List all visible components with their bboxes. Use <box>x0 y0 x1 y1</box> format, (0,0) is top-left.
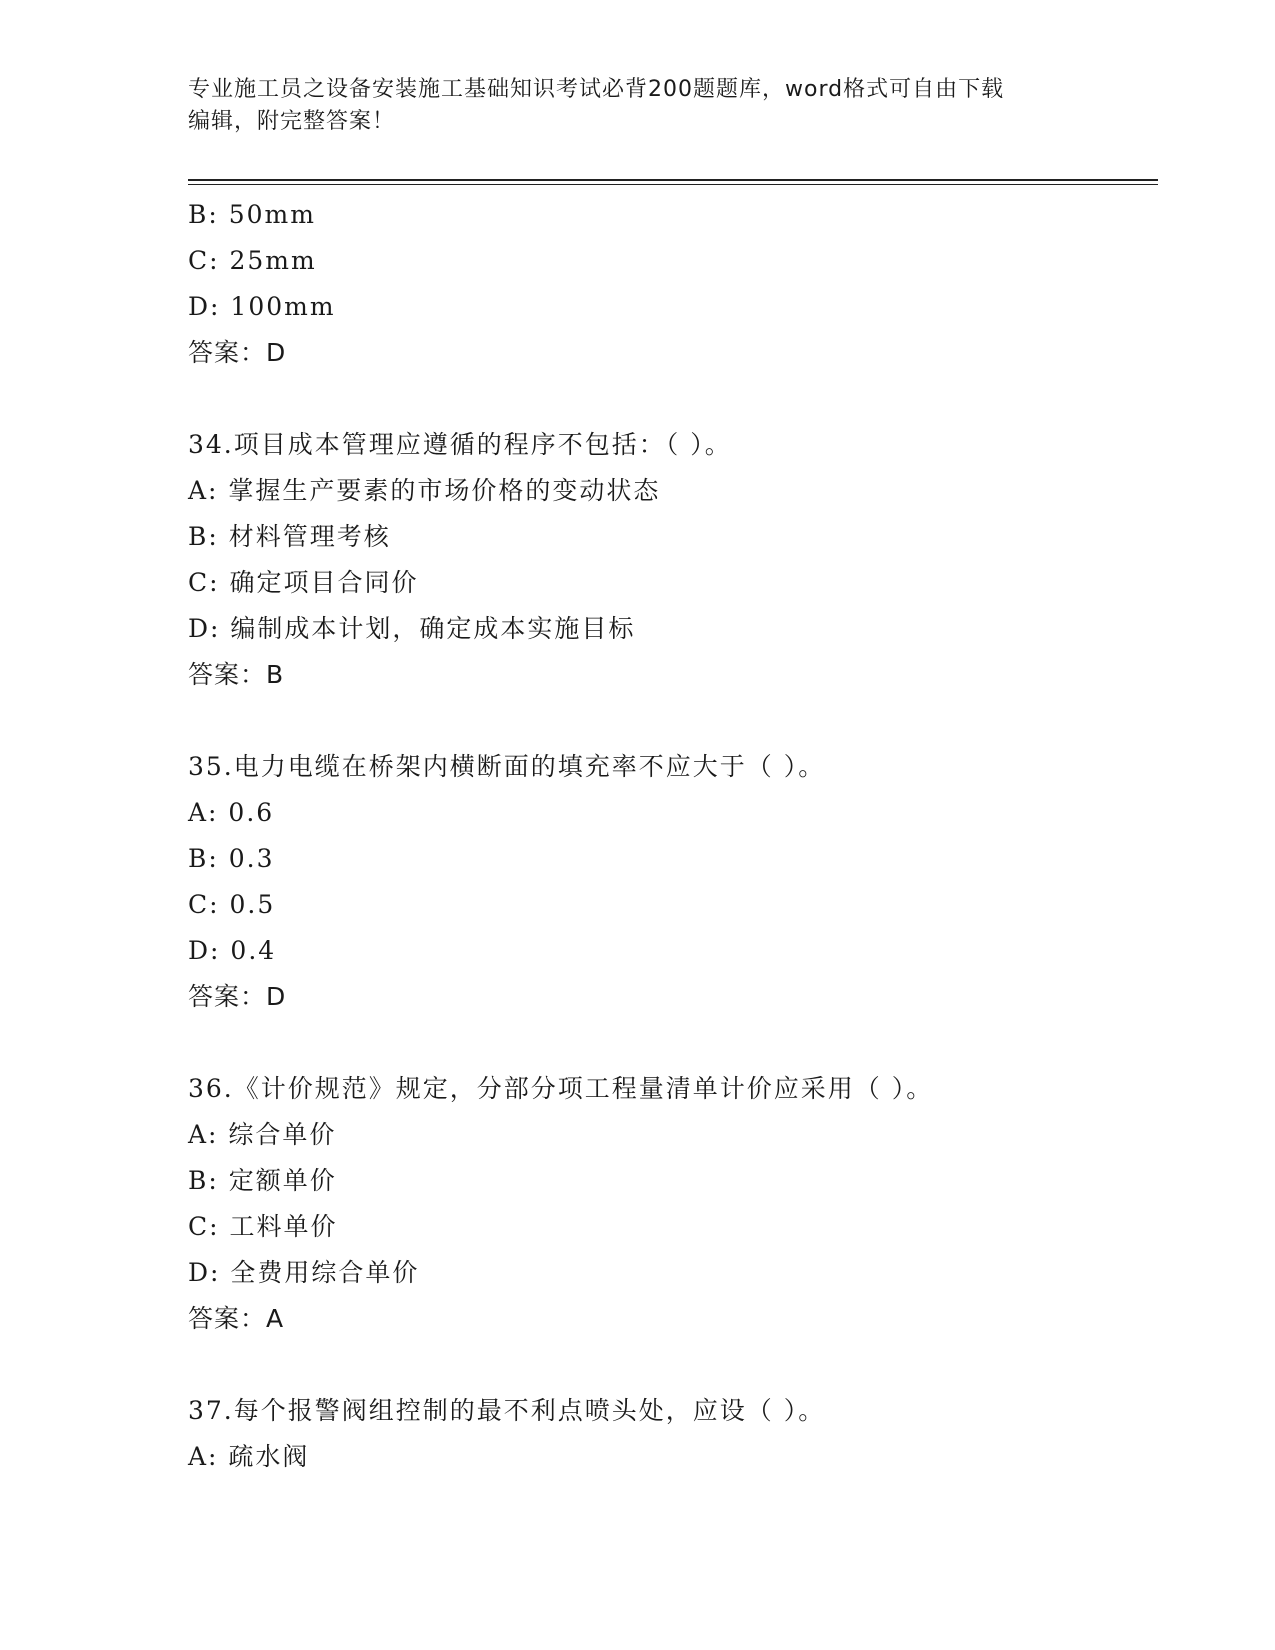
option-b: B: 50mm <box>188 200 316 229</box>
option-a: A: 综合单价 <box>188 1120 337 1149</box>
option-c: C: 确定项目合同价 <box>188 568 419 597</box>
question-stem: 36.《计价规范》规定，分部分项工程量清单计价应采用（ ）。 <box>188 1074 934 1103</box>
question-36 <box>188 1066 1148 1342</box>
option-b: B: 材料管理考核 <box>188 522 391 551</box>
option-c: C: 25mm <box>188 246 317 275</box>
option-d: D: 100mm <box>188 292 336 321</box>
question-stem: 34.项目成本管理应遵循的程序不包括：（ ）。 <box>188 430 732 459</box>
question-stem: 35.电力电缆在桥架内横断面的填充率不应大于（ ）。 <box>188 752 826 781</box>
option-d: D: 全费用综合单价 <box>188 1258 420 1287</box>
question-34 <box>188 422 1148 698</box>
question-list <box>188 192 1148 1480</box>
option-d: D: 0.4 <box>188 936 277 965</box>
option-a: A: 疏水阀 <box>188 1442 310 1471</box>
option-b: B: 0.3 <box>188 844 275 873</box>
question-35 <box>188 744 1148 1020</box>
option-c: C: 0.5 <box>188 890 276 919</box>
option-b: B: 定额单价 <box>188 1166 337 1195</box>
answer: 答案：D <box>188 338 287 367</box>
option-a: A: 掌握生产要素的市场价格的变动状态 <box>188 476 661 505</box>
question-stem: 37.每个报警阀组控制的最不利点喷头处，应设（ ）。 <box>188 1396 826 1425</box>
header-line-2: 编辑，附完整答案！ <box>188 109 396 134</box>
header-line-1: 专业施工员之设备安装施工基础知识考试必背200题题库，word格式可自由下载 <box>188 77 1005 102</box>
option-d: D: 编制成本计划，确定成本实施目标 <box>188 614 636 643</box>
answer: 答案：B <box>188 660 285 689</box>
document-header <box>188 74 1088 138</box>
option-c: C: 工料单价 <box>188 1212 338 1241</box>
answer: 答案：A <box>188 1304 285 1333</box>
header-rule-thick <box>188 179 1158 181</box>
option-a: A: 0.6 <box>188 798 275 827</box>
answer: 答案：D <box>188 982 287 1011</box>
question-37 <box>188 1388 1148 1480</box>
question-33 <box>188 192 1148 376</box>
header-rule-thin <box>188 184 1158 185</box>
